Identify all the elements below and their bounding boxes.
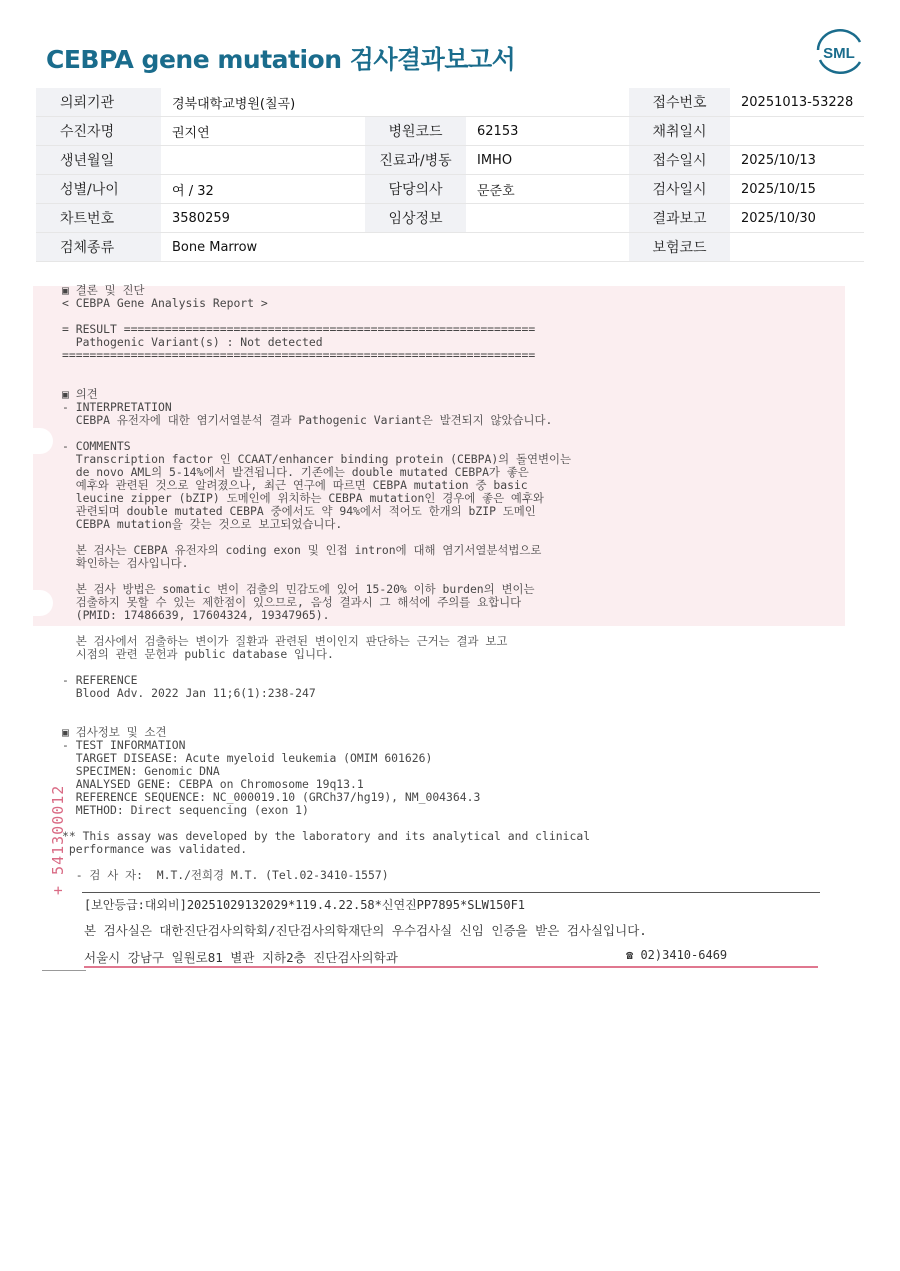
info-value [161,146,365,175]
info-value: 문준호 [466,175,629,204]
patient-info-table [36,88,864,262]
info-label: 병원코드 [365,117,466,146]
lab-phone: ☎ 02)3410-6469 [626,948,728,962]
info-label: 채취일시 [629,117,730,146]
info-row [36,204,864,233]
info-row [36,175,864,204]
info-label: 진료과/병동 [365,146,466,175]
info-row [36,88,864,117]
info-label: 임상정보 [365,204,466,233]
info-label: 의뢰기관 [36,88,161,117]
info-label: 성별/나이 [36,175,161,204]
sml-logo [812,28,866,76]
specimen-side-code: + 541300012 [49,784,67,895]
info-label: 담당의사 [365,175,466,204]
info-label: 생년월일 [36,146,161,175]
info-label: 접수번호 [629,88,730,117]
info-label: 차트번호 [36,204,161,233]
info-value: 3580259 [161,204,365,233]
report-body-text: ▣ 결론 및 진단 < CEBPA Gene Analysis Report > = RESULT ============================================================ Pathogenic Variant(s) : Not detected ===================================================================== ▣ 의견 - INTERPRETATION CEBPA 유전자에 대한 염기서열분석 결과 Pathogenic Variant은 발견되지 않았습니다. - COMMENTS Transcription factor 인 CCAAT/enhancer binding protein (CEBPA)의 돌연변이는 de novo AML의 5-14%에서 발견됩니다. 기존에는 double mutated CEBPA가 좋은 예후와 관련된 것으로 알려졌으나, 최근 연구에 따르면 CEBPA mutation 중 basic leucine zipper (bZIP) 도메인에 위치하는 CEBPA mutation인 경우에 좋은 예후와 관련되며 double mutated CEBPA 중에서도 약 94%에서 적어도 한개의 bZIP 도메인 CEBPA mutation을 갖는 것으로 보고되었습니다. 본 검사는 CEBPA 유전자의 coding exon 및 인접 intron에 대해 염기서열분석법으로 확인하는 검사입니다. 본 검사 방법은 somatic 변이 검출의 민감도에 있어 15-20% 이하 burden의 변이는 검출하지 못할 수 있는 제한점이 있으므로, 음성 결과시 그 해석에 주의를 요합니다 (PMID: 17486639, 17604324, 19347965). 본 검사에서 검출하는 변이가 질환과 관련된 변이인지 판단하는 근거는 결과 보고 시점의 관련 문헌과 public database 입니다. - REFERENCE Blood Adv. 2022 Jan 11;6(1):238-247 ▣ 검사정보 및 소견 - TEST INFORMATION TARGET DISEASE: Acute myeloid leukemia (OMIM 601626) SPECIMEN: Genomic DNA ANALYSED GENE: CEBPA on Chromosome 19q13.1 REFERENCE SEQUENCE: NC_000019.10 (GRCh37/hg19), NM_004364.3 METHOD: Direct sequencing (exon 1) ** This assay was developed by the laboratory and its analytical and clinical performance was validated. - 검 사 자: M.T./전희경 M.T. (Tel.02-3410-1557) [62,283,591,882]
info-value: 경북대학교병원(칠곡) [161,88,629,117]
info-value: 20251013-53228 [730,88,864,117]
info-row [36,233,864,262]
info-row [36,146,864,175]
info-value: IMHO [466,146,629,175]
info-value: 2025/10/15 [730,175,864,204]
info-value: 권지연 [161,117,365,146]
report-title: CEBPA gene mutation 검사결과보고서 [46,45,516,74]
info-label: 접수일시 [629,146,730,175]
info-value: 62153 [466,117,629,146]
certification-statement: 본 검사실은 대한진단검사의학회/진단검사의학재단의 우수검사실 신임 인증을 받은 검사실입니다. [84,923,647,938]
info-label: 보험코드 [629,233,730,262]
info-label: 검체종류 [36,233,161,262]
footer-accent-line [84,966,818,968]
info-label: 검사일시 [629,175,730,204]
info-label: 결과보고 [629,204,730,233]
info-value [730,117,864,146]
lab-address: 서울시 강남구 일원로81 별관 지하2층 진단검사의학과 [84,950,398,965]
info-value: 여 / 32 [161,175,365,204]
info-label: 수진자명 [36,117,161,146]
footer-short-line [42,970,86,971]
info-value: 2025/10/30 [730,204,864,233]
info-value: 2025/10/13 [730,146,864,175]
info-value [730,233,864,262]
security-level-line: [보안등급:대외비]20251029132029*119.4.22.58*신연진PP7895*SLW150F1 [84,898,526,912]
footer-divider [82,892,820,893]
info-row [36,117,864,146]
info-value: Bone Marrow [161,233,629,262]
info-value [466,204,629,233]
sml-logo-text: SML [823,45,855,62]
